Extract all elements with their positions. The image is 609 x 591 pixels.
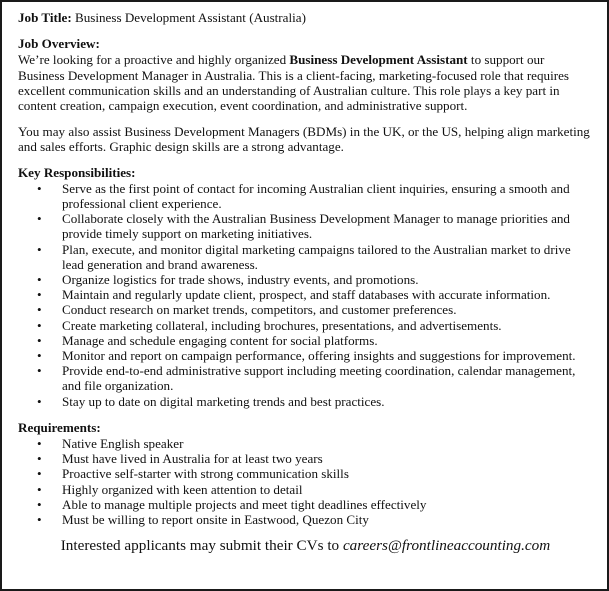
responsibility-item — [18, 333, 593, 348]
bullet-icon: • — [37, 241, 42, 257]
requirement-text: Native English speaker — [62, 436, 184, 452]
requirement-item — [18, 466, 593, 481]
overview-heading: Job Overview: — [18, 36, 100, 52]
application-footer — [18, 537, 593, 555]
overview-paragraph-2: You may also assist Business Development Managers (BDMs) in the UK, or the US, helping align marketing and sales efforts. Graphic design skills are a strong advantage. — [18, 124, 590, 155]
bullet-icon: • — [37, 302, 42, 318]
responsibility-text: Plan, execute, and monitor digital marketing campaigns tailored to the Australian market to drive lead generation and brand awareness. — [62, 241, 571, 272]
requirement-text: Proactive self-starter with strong communication skills — [62, 466, 349, 482]
requirement-text: Must have lived in Australia for at least two years — [62, 451, 323, 467]
bullet-icon: • — [37, 332, 42, 348]
bullet-icon: • — [37, 466, 42, 482]
responsibility-text: Conduct research on market trends, competitors, and customer preferences. — [62, 302, 457, 318]
bullet-icon: • — [37, 317, 42, 333]
responsibility-item — [18, 348, 593, 363]
bullet-icon: • — [37, 512, 42, 528]
contact-email: careers@frontlineaccounting.com — [342, 537, 551, 555]
responsibility-text: Create marketing collateral, including brochures, presentations, and advertisements. — [62, 317, 502, 333]
bullet-icon: • — [37, 496, 42, 512]
responsibility-text: Manage and schedule engaging content for social platforms. — [62, 332, 378, 348]
responsibility-text: Serve as the first point of contact for incoming Australian client inquiries, ensuring a smooth and professional client experience. — [62, 180, 570, 212]
responsibility-item — [18, 211, 593, 241]
bullet-icon: • — [37, 272, 42, 288]
requirement-item — [18, 512, 593, 527]
responsibility-item — [18, 242, 593, 272]
responsibility-text: Provide end-to-end administrative support including meeting coordination, calendar management, and file organization. — [62, 363, 576, 394]
job-title-label: Job Title: — [18, 10, 72, 25]
requirement-text: Highly organized with keen attention to detail — [62, 481, 303, 497]
bullet-icon: • — [37, 436, 42, 452]
job-title-line — [18, 10, 593, 25]
overview-paragraph-1-end: to support our Business Development Manager in Australia. This is a client-facing, marketing-focused role that requires excellent communication skills and an understanding of Australian culture. This role plays a key part in content creation, campaign execution, event coordination, and administrative support. — [18, 52, 569, 114]
bullet-icon: • — [37, 481, 42, 497]
bullet-icon: • — [37, 393, 42, 409]
job-title-value: Business Development Assistant (Australia) — [75, 10, 306, 25]
overview-paragraph-1-start: We’re looking for a proactive and highly organized — [18, 52, 290, 68]
responsibility-item — [18, 302, 593, 317]
responsibility-text: Stay up to date on digital marketing trends and best practices. — [62, 393, 385, 409]
responsibilities-heading: Key Responsibilities: — [18, 164, 136, 180]
requirements-list — [18, 436, 593, 527]
responsibility-item — [18, 287, 593, 302]
responsibility-text: Monitor and report on campaign performance, offering insights and suggestions for improvement. — [62, 348, 576, 364]
responsibilities-list — [18, 181, 593, 409]
bullet-icon: • — [37, 348, 42, 364]
responsibility-text: Maintain and regularly update client, prospect, and staff databases with accurate information. — [62, 287, 551, 303]
responsibility-text: Collaborate closely with the Australian Business Development Manager to manage priorities and provide timely support on marketing initiatives. — [62, 211, 570, 242]
bullet-icon: • — [37, 180, 42, 196]
requirement-text: Able to manage multiple projects and meet tight deadlines effectively — [62, 496, 427, 512]
responsibility-item — [18, 272, 593, 287]
bullet-icon: • — [37, 451, 42, 467]
requirement-item — [18, 436, 593, 451]
responsibility-item — [18, 394, 593, 409]
requirement-item — [18, 497, 593, 512]
bullet-icon: • — [37, 287, 42, 303]
responsibility-text: Organize logistics for trade shows, industry events, and promotions. — [62, 272, 419, 288]
bullet-icon: • — [37, 363, 42, 379]
overview-paragraph-1 — [18, 52, 593, 113]
bullet-icon: • — [37, 211, 42, 227]
responsibility-item — [18, 363, 593, 393]
requirement-text: Must be willing to report onsite in Eastwood, Quezon City — [62, 512, 369, 528]
requirement-item — [18, 482, 593, 497]
requirements-heading: Requirements: — [18, 419, 101, 435]
requirement-item — [18, 451, 593, 466]
footer-text: Interested applicants may submit their CVs to — [60, 537, 343, 555]
responsibility-item — [18, 181, 593, 211]
responsibility-item — [18, 318, 593, 333]
overview-role-name: Business Development Assistant — [289, 52, 468, 68]
